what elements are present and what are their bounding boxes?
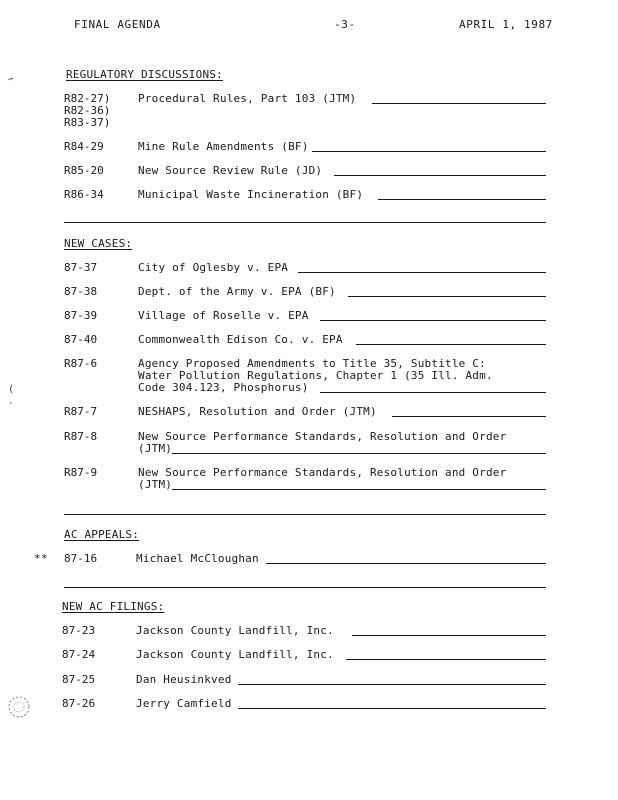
margin-mark: ( [8,384,15,395]
section-divider [64,587,546,588]
section-heading-ac-appeals: AC APPEALS: [64,528,140,541]
item-title: Jerry Camfield [136,697,232,710]
stamp-icon [6,694,32,720]
signature-line [392,416,546,417]
signature-line [238,708,546,709]
signature-line [352,635,546,636]
case-number: R87-7 [64,405,98,418]
margin-mark: ~ [6,73,16,86]
signature-line [356,344,546,345]
case-number: R87-6 [64,357,98,370]
signature-line [346,659,546,660]
docket-number: R86-34 [64,188,104,201]
case-number: 87-16 [64,552,98,565]
margin-mark: ` [8,402,15,413]
signature-line [172,489,546,490]
case-number: 87-23 [62,624,96,637]
item-title: Michael McCloughan [136,552,259,565]
signature-line [348,296,546,297]
case-number: 87-26 [62,697,96,710]
item-title: NESHAPS, Resolution and Order (JTM) [138,405,377,418]
section-heading-new-cases: NEW CASES: [64,237,133,250]
case-number: 87-38 [64,285,98,298]
item-title: Dept. of the Army v. EPA (BF) [138,285,336,298]
case-number: 87-25 [62,673,96,686]
item-title: Mine Rule Amendments (BF) [138,140,309,153]
signature-line [312,151,546,152]
item-title: Procedural Rules, Part 103 (JTM) [138,92,357,105]
item-title: Jackson County Landfill, Inc. [136,624,334,637]
item-title: City of Oglesby v. EPA [138,261,289,274]
item-title: Jackson County Landfill, Inc. [136,648,334,661]
page-number: -3- [334,18,356,31]
case-number: 87-39 [64,309,98,322]
docket-number: R82-27) R82-36) R83-37) [64,92,111,129]
case-number: R87-8 [64,430,98,443]
case-number: R87-9 [64,466,98,479]
signature-line [298,272,546,273]
section-divider [64,222,546,223]
section-divider [64,514,546,515]
header-date: APRIL 1, 1987 [459,18,553,31]
signature-line [238,684,546,685]
signature-line [320,320,546,321]
priority-marker: ** [34,552,48,565]
case-number: 87-24 [62,648,96,661]
section-heading-regulatory: REGULATORY DISCUSSIONS: [66,68,223,81]
signature-line [334,175,546,176]
docket-number: R84-29 [64,140,104,153]
item-title: Commonwealth Edison Co. v. EPA [138,333,343,346]
signature-line [320,392,546,393]
item-title: Village of Roselle v. EPA [138,309,309,322]
signature-line [266,563,546,564]
item-title: New Source Performance Standards, Resolution and Order (JTM) [138,466,507,491]
item-title: Municipal Waste Incineration (BF) [138,188,364,201]
docket-number: R85-20 [64,164,104,177]
signature-line [378,199,546,200]
signature-line [372,103,546,104]
case-number: 87-37 [64,261,98,274]
case-number: 87-40 [64,333,98,346]
item-title: New Source Performance Standards, Resolution and Order (JTM) [138,430,507,455]
item-title: Dan Heusinkved [136,673,232,686]
item-title: Agency Proposed Amendments to Title 35, Subtitle C: Water Pollution Regulations, Chapter 1 (35 Ill. Adm. Code 304.123, Phosphorus) [138,357,493,394]
section-heading-new-ac-filings: NEW AC FILINGS: [62,600,165,613]
header-title: FINAL AGENDA [74,18,161,31]
item-title: New Source Review Rule (JD) [138,164,323,177]
signature-line [172,453,546,454]
